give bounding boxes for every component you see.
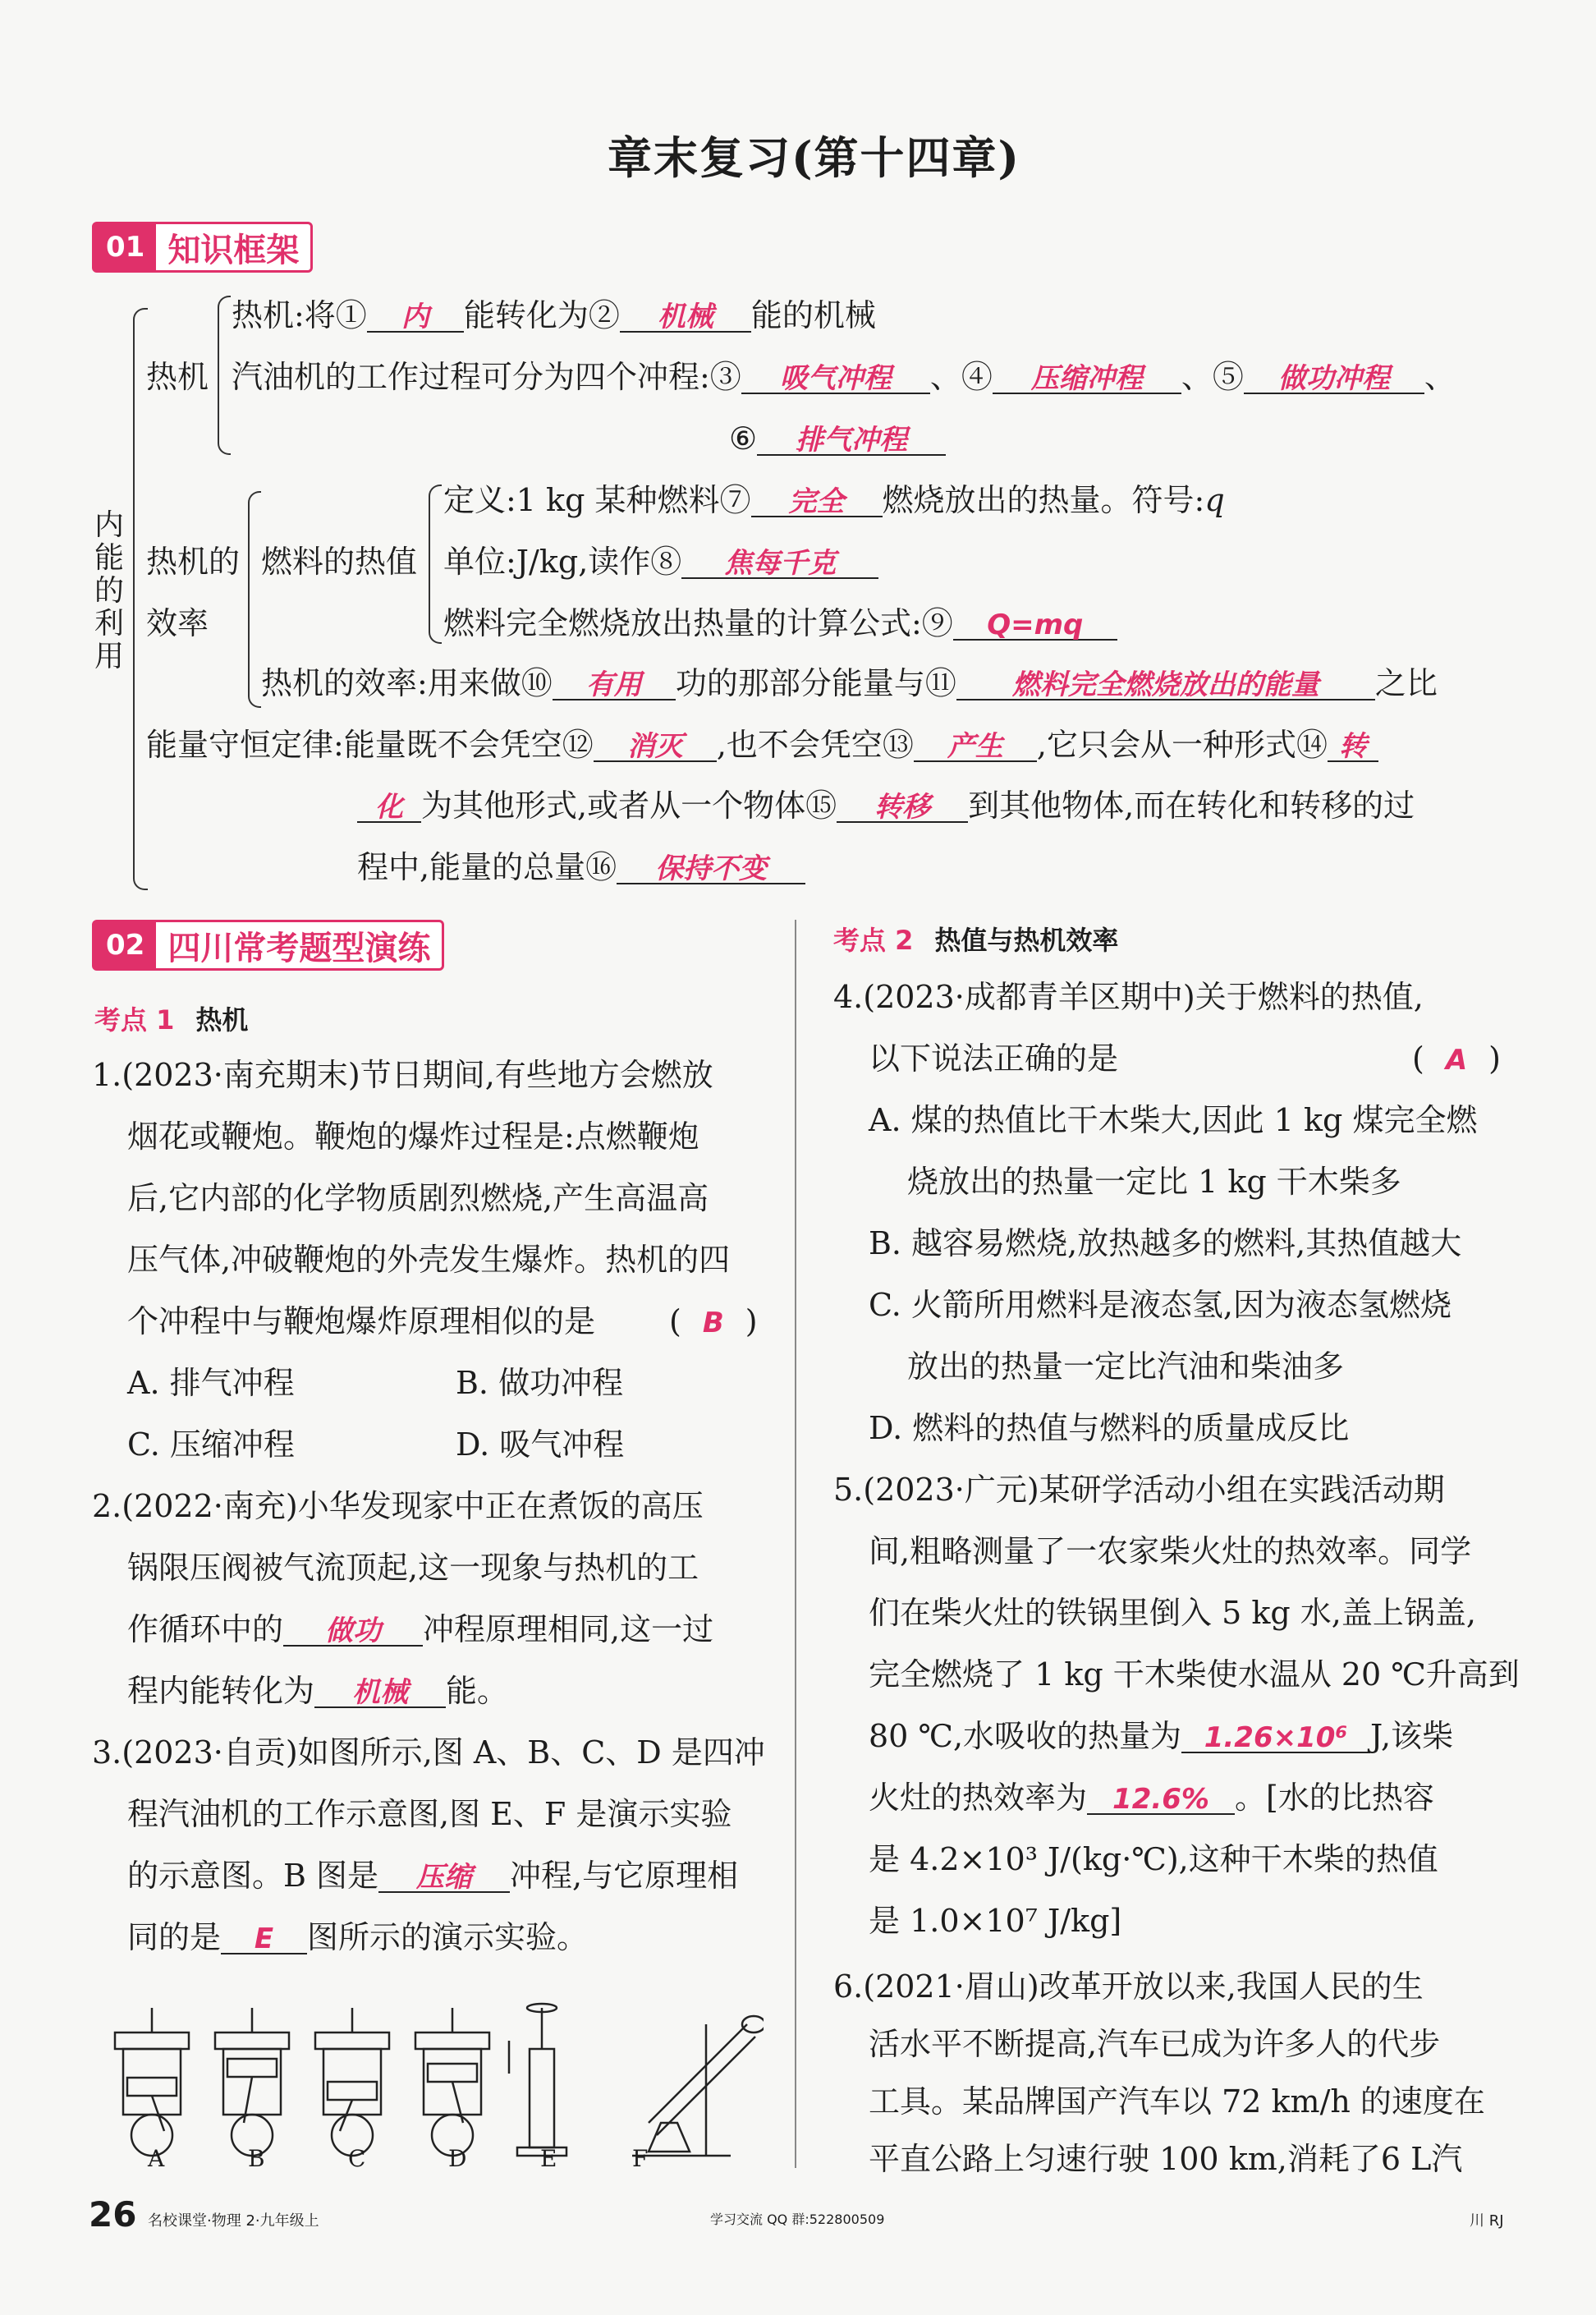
conservation-line-3: 程中,能量的总量⑯ 保持不变 [357, 852, 805, 884]
answer-2: 机械 [657, 301, 713, 333]
q1-line-3: 后,它内部的化学物质剧烈燃烧,产生高温高 [127, 1180, 709, 1216]
engine-diagram-c [315, 2008, 389, 2156]
fig-label-f: F [632, 2145, 649, 2172]
definition-line: 定义:1 kg 某种燃料⑦ 完全 燃烧放出的热量。符号:q [443, 482, 1225, 518]
engine-diagram-a [115, 2008, 189, 2156]
answer-15: 转移 [874, 791, 931, 824]
q5-line-6: 火灶的热效率为 12.6% 。[水的比热容 [869, 1780, 1434, 1816]
efficiency-label-1: 热机的 [146, 544, 241, 580]
efficiency-line: 热机的效率:用来做⑩ 有用 功的那部分能量与⑪ 燃料完全燃烧放出的能量 之比 [261, 665, 1438, 701]
section-label: 知识框架 [167, 230, 300, 269]
conservation-line-1: 能量守恒定律:能量既不会凭空⑫ 消灭 ,也不会凭空⑬ 产生 ,它只会从一种形式⑭ 转 [146, 729, 1378, 762]
q1-answer: ( B ) [669, 1303, 758, 1339]
q5-line-1: 5.(2023·广元)某研学活动小组在实践活动期 [833, 1472, 1445, 1508]
fuel-brace [429, 485, 442, 644]
q1-option-a: A. 排气冲程 [127, 1365, 295, 1401]
formula-line: 燃料完全燃烧放出热量的计算公式:⑨ Q=mq [443, 608, 1117, 641]
column-divider [795, 920, 796, 2168]
answer-7: 完全 [788, 485, 845, 518]
answer-9: Q=mq [987, 609, 1084, 641]
section-label: 四川常考题型演练 [167, 928, 431, 967]
answer-14b: 化 [375, 791, 403, 824]
heat-engine-label: 热机 [146, 359, 209, 395]
q3-line-1: 3.(2023·自贡)如图所示,图 A、B、C、D 是四冲 [92, 1734, 765, 1771]
q5-line-4: 完全燃烧了 1 kg 干木柴使水温从 20 ℃升高到 [869, 1656, 1520, 1693]
q4-answer: ( A ) [1412, 1040, 1501, 1077]
answer-6: 排气冲程 [796, 424, 908, 457]
book-name: 名校课堂·物理 2·九年级上 [148, 2212, 319, 2230]
knowledge-point-2: 考点 2 热值与热机效率 [833, 925, 1119, 956]
fig-label-c: C [348, 2145, 366, 2172]
q3-answer-2: E [254, 1922, 274, 1955]
page-number: 26 [89, 2194, 137, 2235]
answer-3: 吸气冲程 [779, 362, 892, 395]
q6-line-1: 6.(2021·眉山)改革开放以来,我国人民的生 [833, 1968, 1424, 2005]
q2-line-1: 2.(2022·南充)小华发现家中正在煮饭的高压 [92, 1488, 704, 1524]
q2-line-4: 程内能转化为 机械 能。 [127, 1673, 509, 1709]
section-badge-1 [92, 222, 313, 273]
conservation-line-2: 化 为其他形式,或者从一个物体⑮ 转移 到其他物体,而在转化和转移的过 [357, 790, 1415, 823]
page-title: 章末复习(第十四章) [608, 131, 1021, 184]
q1-line-5: 个冲程中与鞭炮爆炸原理相似的是 [127, 1303, 596, 1339]
q4-line-2: 以下说法正确的是 [869, 1040, 1119, 1077]
q5-line-8: 是 1.0×10⁷ J/kg] [869, 1903, 1122, 1939]
q1-line-1: 1.(2023·南充期末)节日期间,有些地方会燃放 [92, 1057, 713, 1093]
fig-label-a: A [148, 2145, 165, 2172]
efficiency-label-2: 效率 [146, 605, 209, 641]
q4-option-c-1: C. 火箭所用燃料是液态氢,因为液态氢燃烧 [869, 1287, 1452, 1323]
q5-line-3: 们在柴火灶的铁锅里倒入 5 kg 水,盖上锅盖, [869, 1595, 1476, 1631]
q3-line-4: 同的是 E 图所示的演示实验。 [127, 1919, 589, 1955]
q4-option-a-2: 烧放出的热量一定比 1 kg 干木柴多 [907, 1164, 1401, 1200]
answer-8: 焦每千克 [724, 547, 837, 580]
q4-option-a-1: A. 煤的热值比干木柴大,因此 1 kg 煤完全燃 [869, 1102, 1478, 1138]
q3-line-3: 的示意图。B 图是 压缩 冲程,与它原理相 [127, 1858, 739, 1894]
q4-line-1: 4.(2023·成都青羊区期中)关于燃料的热值, [833, 979, 1424, 1015]
engine-diagram-b [215, 2008, 289, 2156]
answer-4: 压缩冲程 [1030, 362, 1143, 395]
heat-engine-line-3: ⑥ 排气冲程 [729, 423, 946, 456]
answer-12: 消灭 [626, 730, 683, 763]
heat-engine-brace [218, 296, 231, 455]
qq-group: 学习交流 QQ 群:522800509 [710, 2212, 885, 2227]
q6-line-4: 平直公路上匀速行驶 100 km,消耗了6 L汽 [869, 2141, 1463, 2177]
q6-line-3: 工具。某品牌国产汽车以 72 km/h 的速度在 [869, 2083, 1485, 2120]
answer-13: 产生 [947, 730, 1003, 763]
section-number: 01 [94, 224, 156, 270]
engine-figure [107, 2000, 764, 2180]
q1-option-c: C. 压缩冲程 [127, 1426, 295, 1463]
q4-option-b: B. 越容易燃烧,放热越多的燃料,其热值越大 [869, 1225, 1462, 1261]
air-compression-device-e [509, 2004, 566, 2156]
answer-11: 燃料完全燃烧放出的能量 [1011, 668, 1319, 701]
section-number: 02 [94, 922, 156, 968]
root-brace [133, 308, 148, 890]
answer-14a: 转 [1339, 730, 1367, 763]
q5-answer-2: 12.6% [1112, 1783, 1209, 1816]
q3-line-2: 程汽油机的工作示意图,图 E、F 是演示实验 [127, 1796, 732, 1832]
efficiency-brace [248, 491, 261, 708]
root-label: 内能的利用 [94, 508, 125, 673]
edition-label: 川 RJ [1470, 2212, 1504, 2230]
q5-answer-1: 1.26×10⁶ [1204, 1721, 1348, 1754]
q5-line-5: 80 ℃,水吸收的热量为 1.26×10⁶ J,该柴 [869, 1718, 1454, 1754]
fig-label-d: D [448, 2145, 467, 2172]
answer-5: 做功冲程 [1277, 362, 1390, 395]
q2-line-2: 锅限压阀被气流顶起,这一现象与热机的工 [127, 1550, 699, 1586]
q1-option-b: B. 做功冲程 [456, 1365, 624, 1401]
fuel-heat-value-label: 燃料的热值 [261, 544, 418, 580]
q2-line-3: 作循环中的 做功 冲程原理相同,这一过 [127, 1611, 714, 1647]
heat-engine-line-2: 汽油机的工作过程可分为四个冲程:③ 吸气冲程 、④ 压缩冲程 、⑤ 做功冲程 、 [232, 359, 1456, 395]
fig-label-e: E [540, 2145, 557, 2172]
q1-line-2: 烟花或鞭炮。鞭炮的爆炸过程是:点燃鞭炮 [127, 1118, 699, 1155]
q5-line-7: 是 4.2×10³ J/(kg·℃),这种干木柴的热值 [869, 1841, 1438, 1877]
q4-option-c-2: 放出的热量一定比汽油和柴油多 [907, 1348, 1345, 1385]
q1-option-d: D. 吸气冲程 [456, 1426, 625, 1463]
q4-option-d: D. 燃料的热值与燃料的质量成反比 [869, 1410, 1350, 1446]
knowledge-point-1: 考点 1 热机 [94, 1004, 249, 1036]
q6-line-2: 活水平不断提高,汽车已成为许多人的代步 [869, 2026, 1441, 2062]
q2-answer-2: 机械 [352, 1676, 409, 1709]
q2-answer-1: 做功 [325, 1615, 382, 1647]
fig-label-b: B [248, 2145, 265, 2172]
q5-line-2: 间,粗略测量了一农家柴火灶的热效率。同学 [869, 1533, 1472, 1569]
answer-10: 有用 [585, 668, 642, 701]
engine-diagram-d [415, 2008, 489, 2156]
q1-line-4: 压气体,冲破鞭炮的外壳发生爆炸。热机的四 [127, 1242, 731, 1278]
heat-engine-line-1: 热机:将① 内 能转化为② 机械 能的机械 [232, 297, 876, 333]
unit-line: 单位:J/kg,读作⑧ 焦每千克 [443, 546, 878, 579]
section-badge-2 [92, 920, 444, 971]
answer-1: 内 [401, 301, 429, 333]
test-tube-experiment-f [632, 2016, 764, 2156]
answer-16: 保持不变 [655, 852, 768, 885]
q3-answer-1: 压缩 [416, 1861, 473, 1894]
